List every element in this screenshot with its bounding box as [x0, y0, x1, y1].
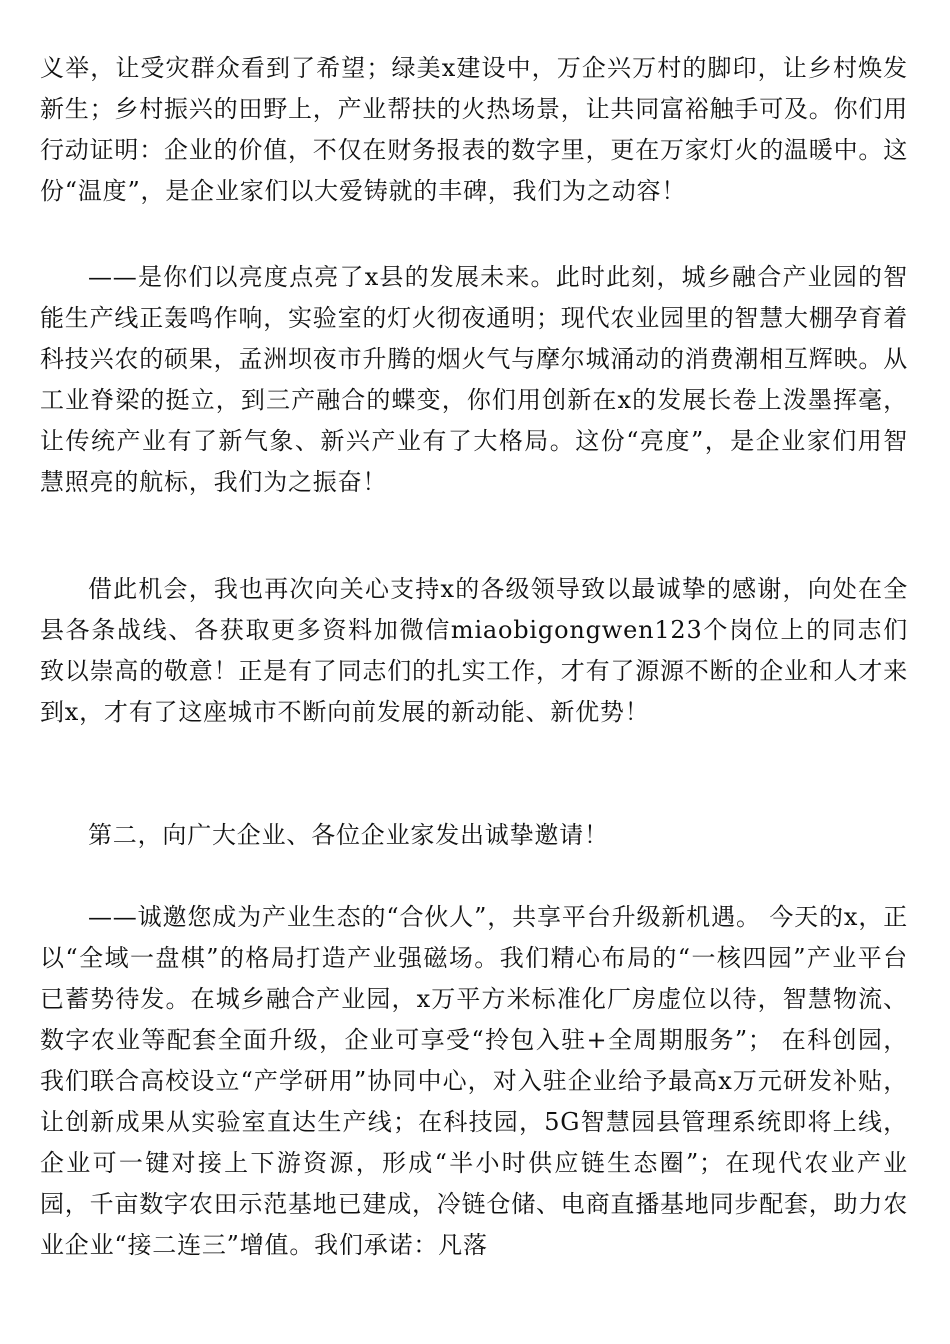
- paragraph-invitation: ——诚邀您成为产业生态的“合伙人”，共享平台升级新机遇。 今天的x，正以“全域一盘棋”的格局打造产业强磁场。我们精心布局的“一核四园”产业平台已蓄势待发。在城乡融合产业园，x万平方米标准化厂房虚位以待，智慧物流、数字农业等配套全面升级，企业可享受“拎包入驻+全周期服务”； 在科创园，我们联合高校设立“产学研用”协同中心，对入驻企业给予最高x万元研发补贴，让创新成果从实验室直达生产线；在科技园，5G智慧园县管理系统即将上线，企业可一键对接上下游资源，形成“半小时供应链生态圈”；在现代农业产业园，千亩数字农田示范基地已建成，冷链仓储、电商直播基地同步配套，助力农业企业“接二连三”增值。我们承诺：凡落: [40, 903, 908, 1259]
- section-heading-invitation: 第二，向广大企业、各位企业家发出诚挚邀请！: [88, 821, 609, 849]
- paragraph-continuation: 义举，让受灾群众看到了希望；绿美x建设中，万企兴万村的脚印，让乡村焕发新生；乡村振兴的田野上，产业帮扶的火热场景，让共同富裕触手可及。你们用行动证明：企业的价值，不仅在财务报表的数字里，更在万家灯火的温暖中。这份“温度”，是企业家们以大爱铸就的丰碑，我们为之动容！: [40, 54, 908, 205]
- paragraph-thanks: 借此机会，我也再次向关心支持x的各级领导致以最诚挚的感谢，向处在全县各条战线、各获取更多资料加微信miaobigongwen123个岗位上的同志们致以崇高的敬意！正是有了同志们的扎实工作，才有了源源不断的企业和人才来到x，才有了这座城市不断向前发展的新动能、新优势！: [40, 575, 908, 726]
- paragraph-brightness: ——是你们以亮度点亮了x县的发展未来。此时此刻，城乡融合产业园的智能生产线正轰鸣作响，实验室的灯火彻夜通明；现代农业园里的智慧大棚孕育着科技兴农的硕果，孟洲坝夜市升腾的烟火气与摩尔城涌动的消费潮相互辉映。从工业脊梁的挺立，到三产融合的蝶变，你们用创新在x的发展长卷上泼墨挥毫，让传统产业有了新气象、新兴产业有了大格局。这份“亮度”，是企业家们用智慧照亮的航标，我们为之振奋！: [40, 263, 908, 496]
